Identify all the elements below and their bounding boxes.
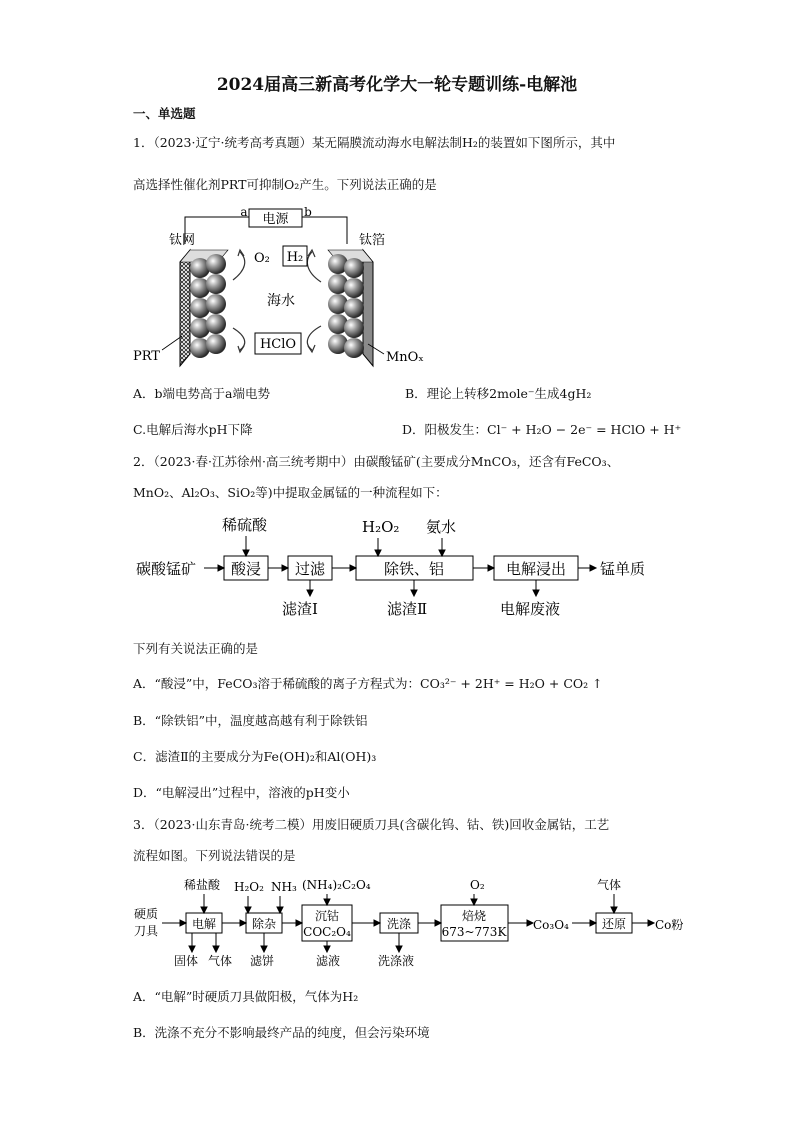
flow-mid-co3o4: Co₃O₄	[533, 918, 569, 932]
flow-start-tool: 刀具	[134, 924, 159, 938]
flow-waste-washwater: 洗涤液	[378, 954, 415, 968]
right-catalyst-spheres	[328, 254, 364, 358]
flow-step-remove-fe-al: 除铁、铝	[383, 560, 445, 578]
flow-step-washing: 洗涤	[386, 917, 412, 931]
q3-stem-line1: 3．（2023·山东青岛·统考二模）用废旧硬质刀具(含碳化钨、钴、铁)回收金属钴，工艺	[133, 817, 610, 832]
o2-label: O₂	[254, 251, 270, 266]
flow-step-coc2o4: COC₂O₄	[303, 925, 351, 939]
titanium-mesh-label: 钛网	[169, 233, 196, 248]
q1-option-c[interactable]: C.电解后海水pH下降	[133, 422, 253, 437]
q3-option-b[interactable]: B．洗涤不充分不影响最终产品的纯度，但会污染环境	[133, 1025, 430, 1040]
flow-waste-filtercake: 滤饼	[250, 954, 275, 968]
power-source-label: 电源	[262, 212, 289, 227]
flow-reagent-dilute-sulfuric: 稀硫酸	[222, 516, 268, 534]
q2-option-c[interactable]: C．滤渣Ⅱ的主要成分为Fe(OH)₂和Al(OH)₃	[133, 749, 377, 764]
q2-option-b[interactable]: B．“除铁铝”中，温度越高越有利于除铁铝	[133, 713, 368, 728]
flow-step-roasting: 焙烧	[461, 909, 487, 923]
flow-waste-filtrate: 滤液	[316, 954, 341, 968]
q3-stem-line2: 流程如图。下列说法错误的是	[133, 848, 296, 863]
q2-option-d[interactable]: D．“电解浸出”过程中，溶液的pH变小	[133, 785, 350, 800]
q1-electrolysis-diagram	[128, 204, 424, 372]
q1-option-b[interactable]: B．理论上转移2mole⁻生成4gH₂	[405, 386, 592, 401]
titanium-foil-label: 钛箔	[359, 233, 386, 248]
flow-reagent-gas: 气体	[597, 878, 622, 892]
terminal-a-label: a	[240, 205, 248, 219]
prt-label: PRT	[133, 349, 160, 364]
mnox-label: MnOₓ	[386, 350, 424, 365]
section-heading: 一、单选题	[133, 106, 196, 121]
flow-start-hard: 硬质	[134, 907, 159, 921]
flow-step-impurity-removal: 除杂	[251, 917, 277, 931]
q2-stem-line1: 2．（2023·春·江苏徐州·高三统考期中）由碳酸锰矿(主要成分MnCO₃，还含有FeCO₃、	[133, 454, 620, 469]
flow-step-reduction: 还原	[601, 917, 627, 931]
q1-option-d[interactable]: D．阳极发生：Cl⁻ + H₂O − 2e⁻ = HClO + H⁺	[402, 422, 682, 437]
q2-stem-line2: MnO₂、Al₂O₃、SiO₂等)中提取金属锰的一种流程如下：	[133, 485, 448, 500]
flow-reagent-ammonia: 氨水	[426, 518, 457, 536]
flow-reagent-nh3: NH₃	[271, 880, 297, 894]
seawater-label: 海水	[267, 293, 295, 309]
flow-step-acid-leach: 酸浸	[230, 560, 262, 578]
page-title: 2024届高三新高考化学大一轮专题训练-电解池	[216, 75, 578, 95]
q3-process-flow	[130, 872, 690, 972]
q2-process-flow	[130, 510, 670, 622]
terminal-b-label: b	[304, 205, 312, 219]
flow-step-roasting-temp: 673~773K	[441, 925, 507, 939]
flow-reagent-hcl: 稀盐酸	[184, 878, 221, 892]
flow-start-ore: 碳酸锰矿	[136, 560, 197, 578]
flow-reagent-oxalate: (NH₄)₂C₂O₄	[302, 878, 371, 892]
flow-waste-solid: 固体	[174, 954, 199, 968]
q2-option-a[interactable]: A．“酸浸”中，FeCO₃溶于稀硫酸的离子方程式为：CO₃²⁻ + 2H⁺ = H₂O + CO₂ ↑	[133, 676, 603, 691]
flow-reagent-h2o2: H₂O₂	[234, 880, 264, 894]
flow-electrolysis-waste: 电解废液	[500, 600, 561, 618]
q1-option-a[interactable]: A．b端电势高于a端电势	[133, 386, 270, 401]
flow-end-co-powder: Co粉	[655, 918, 684, 932]
h2-label: H₂	[286, 250, 304, 265]
q2-prompt: 下列有关说法正确的是	[133, 641, 259, 656]
flow-residue-2: 滤渣Ⅱ	[387, 600, 428, 618]
flow-reagent-h2o2: H₂O₂	[362, 518, 400, 536]
hclo-label: HClO	[259, 337, 297, 352]
flow-reagent-o2: O₂	[470, 878, 485, 892]
flow-step-filter: 过滤	[294, 560, 326, 578]
flow-step-electrolysis: 电解浸出	[505, 560, 567, 578]
flow-step-electrolysis: 电解	[191, 917, 217, 931]
left-catalyst-spheres	[190, 254, 226, 358]
flow-step-precipitate-co: 沉钴	[314, 909, 340, 923]
flow-residue-1: 滤渣Ⅰ	[282, 600, 318, 618]
flow-waste-gas: 气体	[208, 954, 233, 968]
flow-end-manganese: 锰单质	[600, 560, 646, 578]
q3-option-a[interactable]: A．“电解”时硬质刀具做阳极，气体为H₂	[133, 989, 359, 1004]
q1-stem-line1: 1．（2023·辽宁·统考高考真题）某无隔膜流动海水电解法制H₂的装置如下图所示，其中	[133, 135, 616, 150]
q1-stem-line2: 高选择性催化剂PRT可抑制O₂产生。下列说法正确的是	[133, 177, 437, 192]
